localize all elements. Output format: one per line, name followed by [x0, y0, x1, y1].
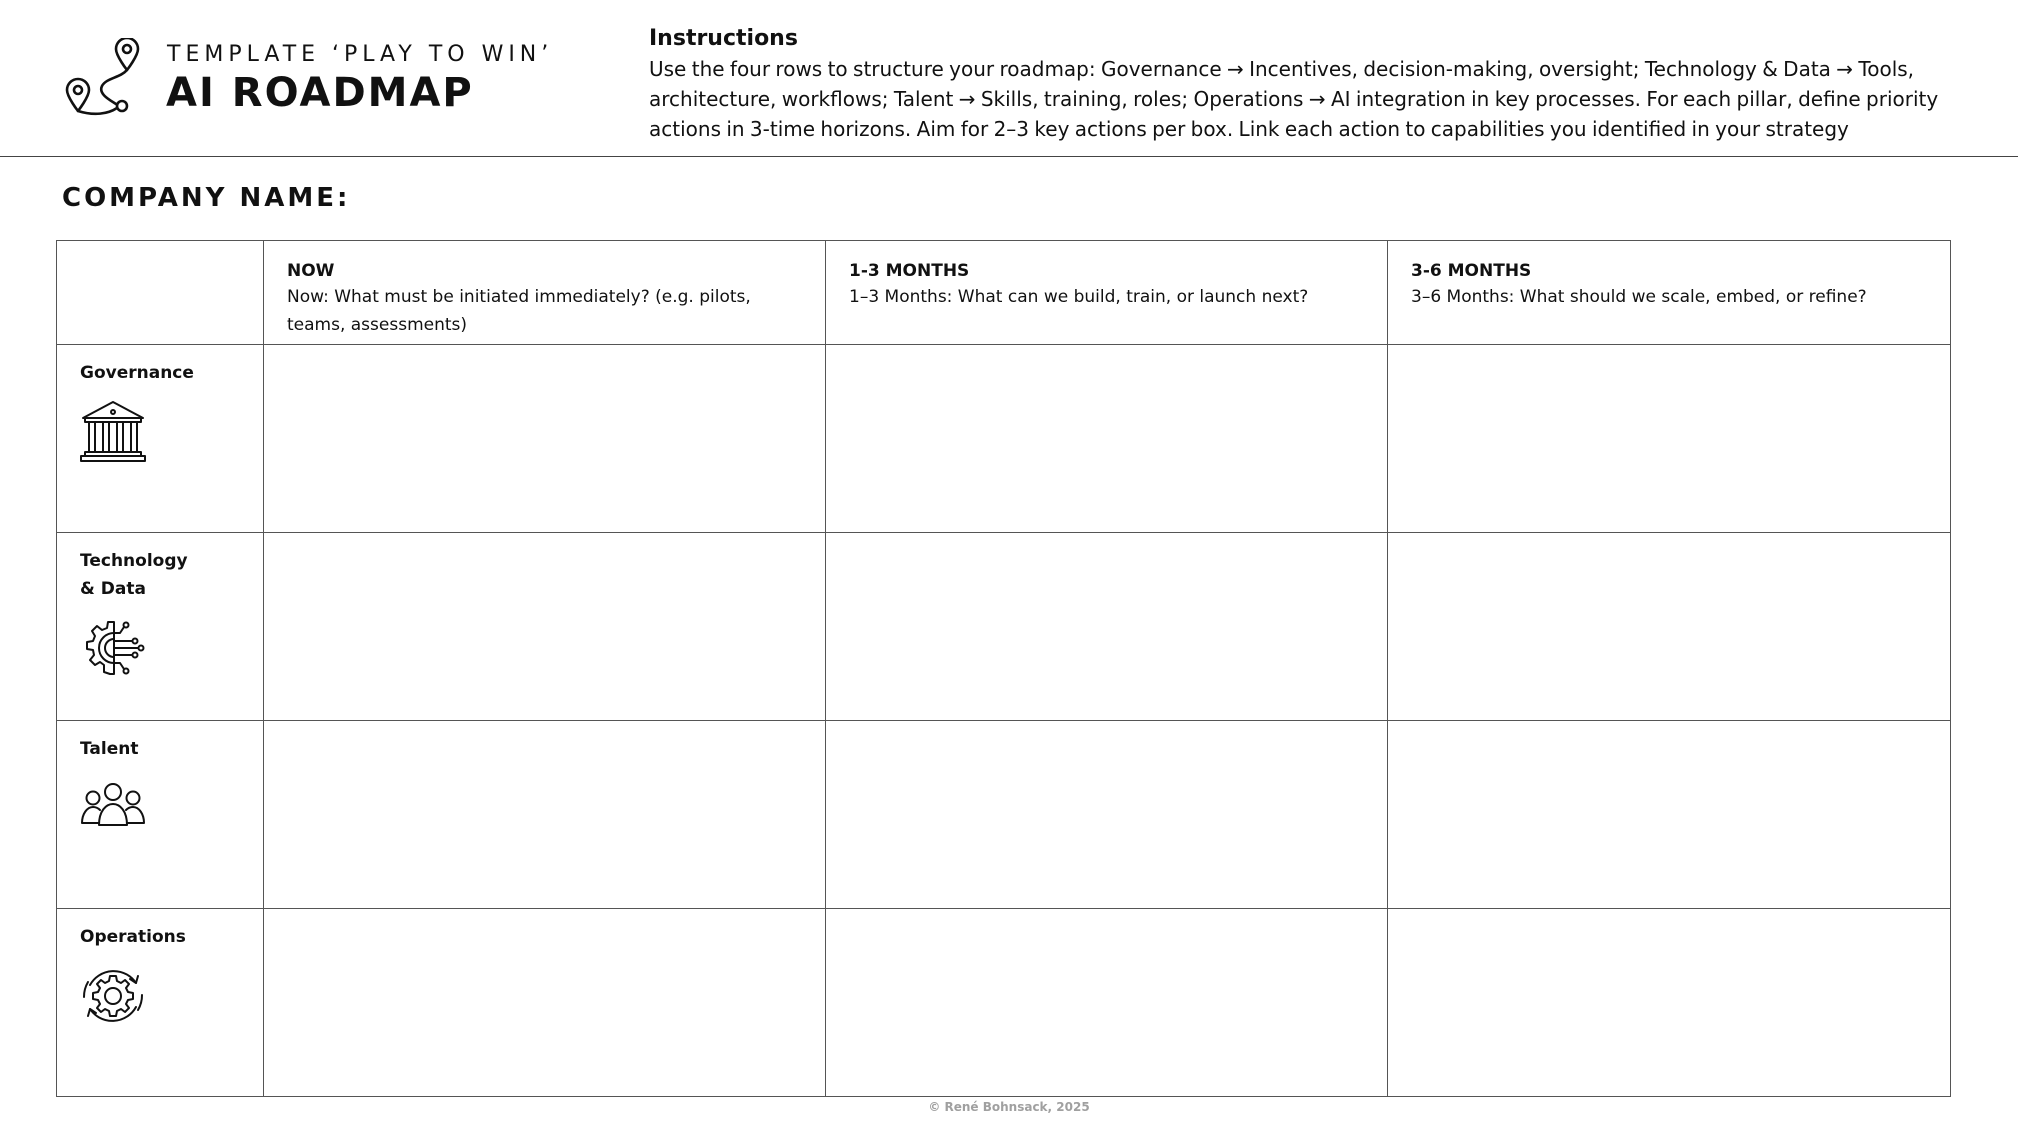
column-title: NOW — [287, 261, 335, 281]
roadmap-cell-technology-data-3-6-months[interactable] — [1388, 533, 1951, 721]
page-title: AI ROADMAP — [166, 70, 474, 116]
pillar-cell-governance — [57, 345, 264, 533]
column-header-1-3-months — [826, 241, 1388, 345]
pillar-cell-technology-data — [57, 533, 264, 721]
route-map-pin-icon — [64, 38, 140, 120]
pillar-cell-talent — [57, 721, 264, 909]
roadmap-cell-governance-1-3-months[interactable] — [826, 345, 1388, 533]
pillar-cell-operations — [57, 909, 264, 1097]
company-name-label: COMPANY NAME: — [62, 183, 351, 213]
pillar-row-governance — [57, 345, 1951, 533]
roadmap-cell-operations-1-3-months[interactable] — [826, 909, 1388, 1097]
roadmap-cell-operations-now[interactable] — [264, 909, 826, 1097]
roadmap-cell-talent-1-3-months[interactable] — [826, 721, 1388, 909]
column-header-3-6-months — [1388, 241, 1951, 345]
copyright-footer: © René Bohnsack, 2025 — [928, 1100, 1090, 1114]
column-header-now — [264, 241, 826, 345]
roadmap-cell-talent-3-6-months[interactable] — [1388, 721, 1951, 909]
column-title: 3-6 MONTHS — [1411, 261, 1532, 281]
roadmap-table — [56, 240, 1951, 1097]
pillar-label: Talent — [80, 739, 139, 759]
ai-circuit-head-icon — [80, 617, 146, 683]
instructions-heading: Instructions — [649, 26, 798, 51]
roadmap-cell-talent-now[interactable] — [264, 721, 826, 909]
template-eyebrow: TEMPLATE ‘PLAY TO WIN’ — [167, 42, 554, 67]
institution-building-icon — [80, 399, 146, 465]
column-description: Now: What must be initiated immediately? (e.g. pilots, teams, assessments) — [287, 287, 751, 335]
team-people-icon — [80, 775, 146, 841]
header-divider — [0, 156, 2018, 157]
pillar-label: Governance — [80, 363, 194, 383]
header-row — [57, 241, 1951, 345]
gear-cycle-icon — [80, 963, 146, 1029]
instructions-block — [649, 24, 1994, 144]
column-description: 1–3 Months: What can we build, train, or launch next? — [849, 287, 1309, 307]
pillar-label-line-2: & Data — [80, 579, 146, 599]
instructions-text: Use the four rows to structure your roadmap: Governance → Incentives, decision-making, oversight; Technology & Data → Tools, architecture, workflows; Talent → Skills, training, roles; Operations → AI integration in key processes. For each pillar, define priority actions in 3-time horizons. Aim for 2–3 key actions per box. Link each action to capabilities you identified in your strategy — [649, 57, 1939, 141]
column-description: 3–6 Months: What should we scale, embed, or refine? — [1411, 287, 1867, 307]
roadmap-cell-operations-3-6-months[interactable] — [1388, 909, 1951, 1097]
roadmap-cell-governance-now[interactable] — [264, 345, 826, 533]
pillar-label: Operations — [80, 927, 186, 947]
pillar-row-talent — [57, 721, 1951, 909]
pillar-row-operations — [57, 909, 1951, 1097]
corner-cell — [57, 241, 264, 345]
pillar-row-technology-data — [57, 533, 1951, 721]
roadmap-cell-governance-3-6-months[interactable] — [1388, 345, 1951, 533]
roadmap-cell-technology-data-1-3-months[interactable] — [826, 533, 1388, 721]
column-title: 1-3 MONTHS — [849, 261, 970, 281]
pillar-label-line-1: Technology — [80, 551, 188, 571]
roadmap-cell-technology-data-now[interactable] — [264, 533, 826, 721]
